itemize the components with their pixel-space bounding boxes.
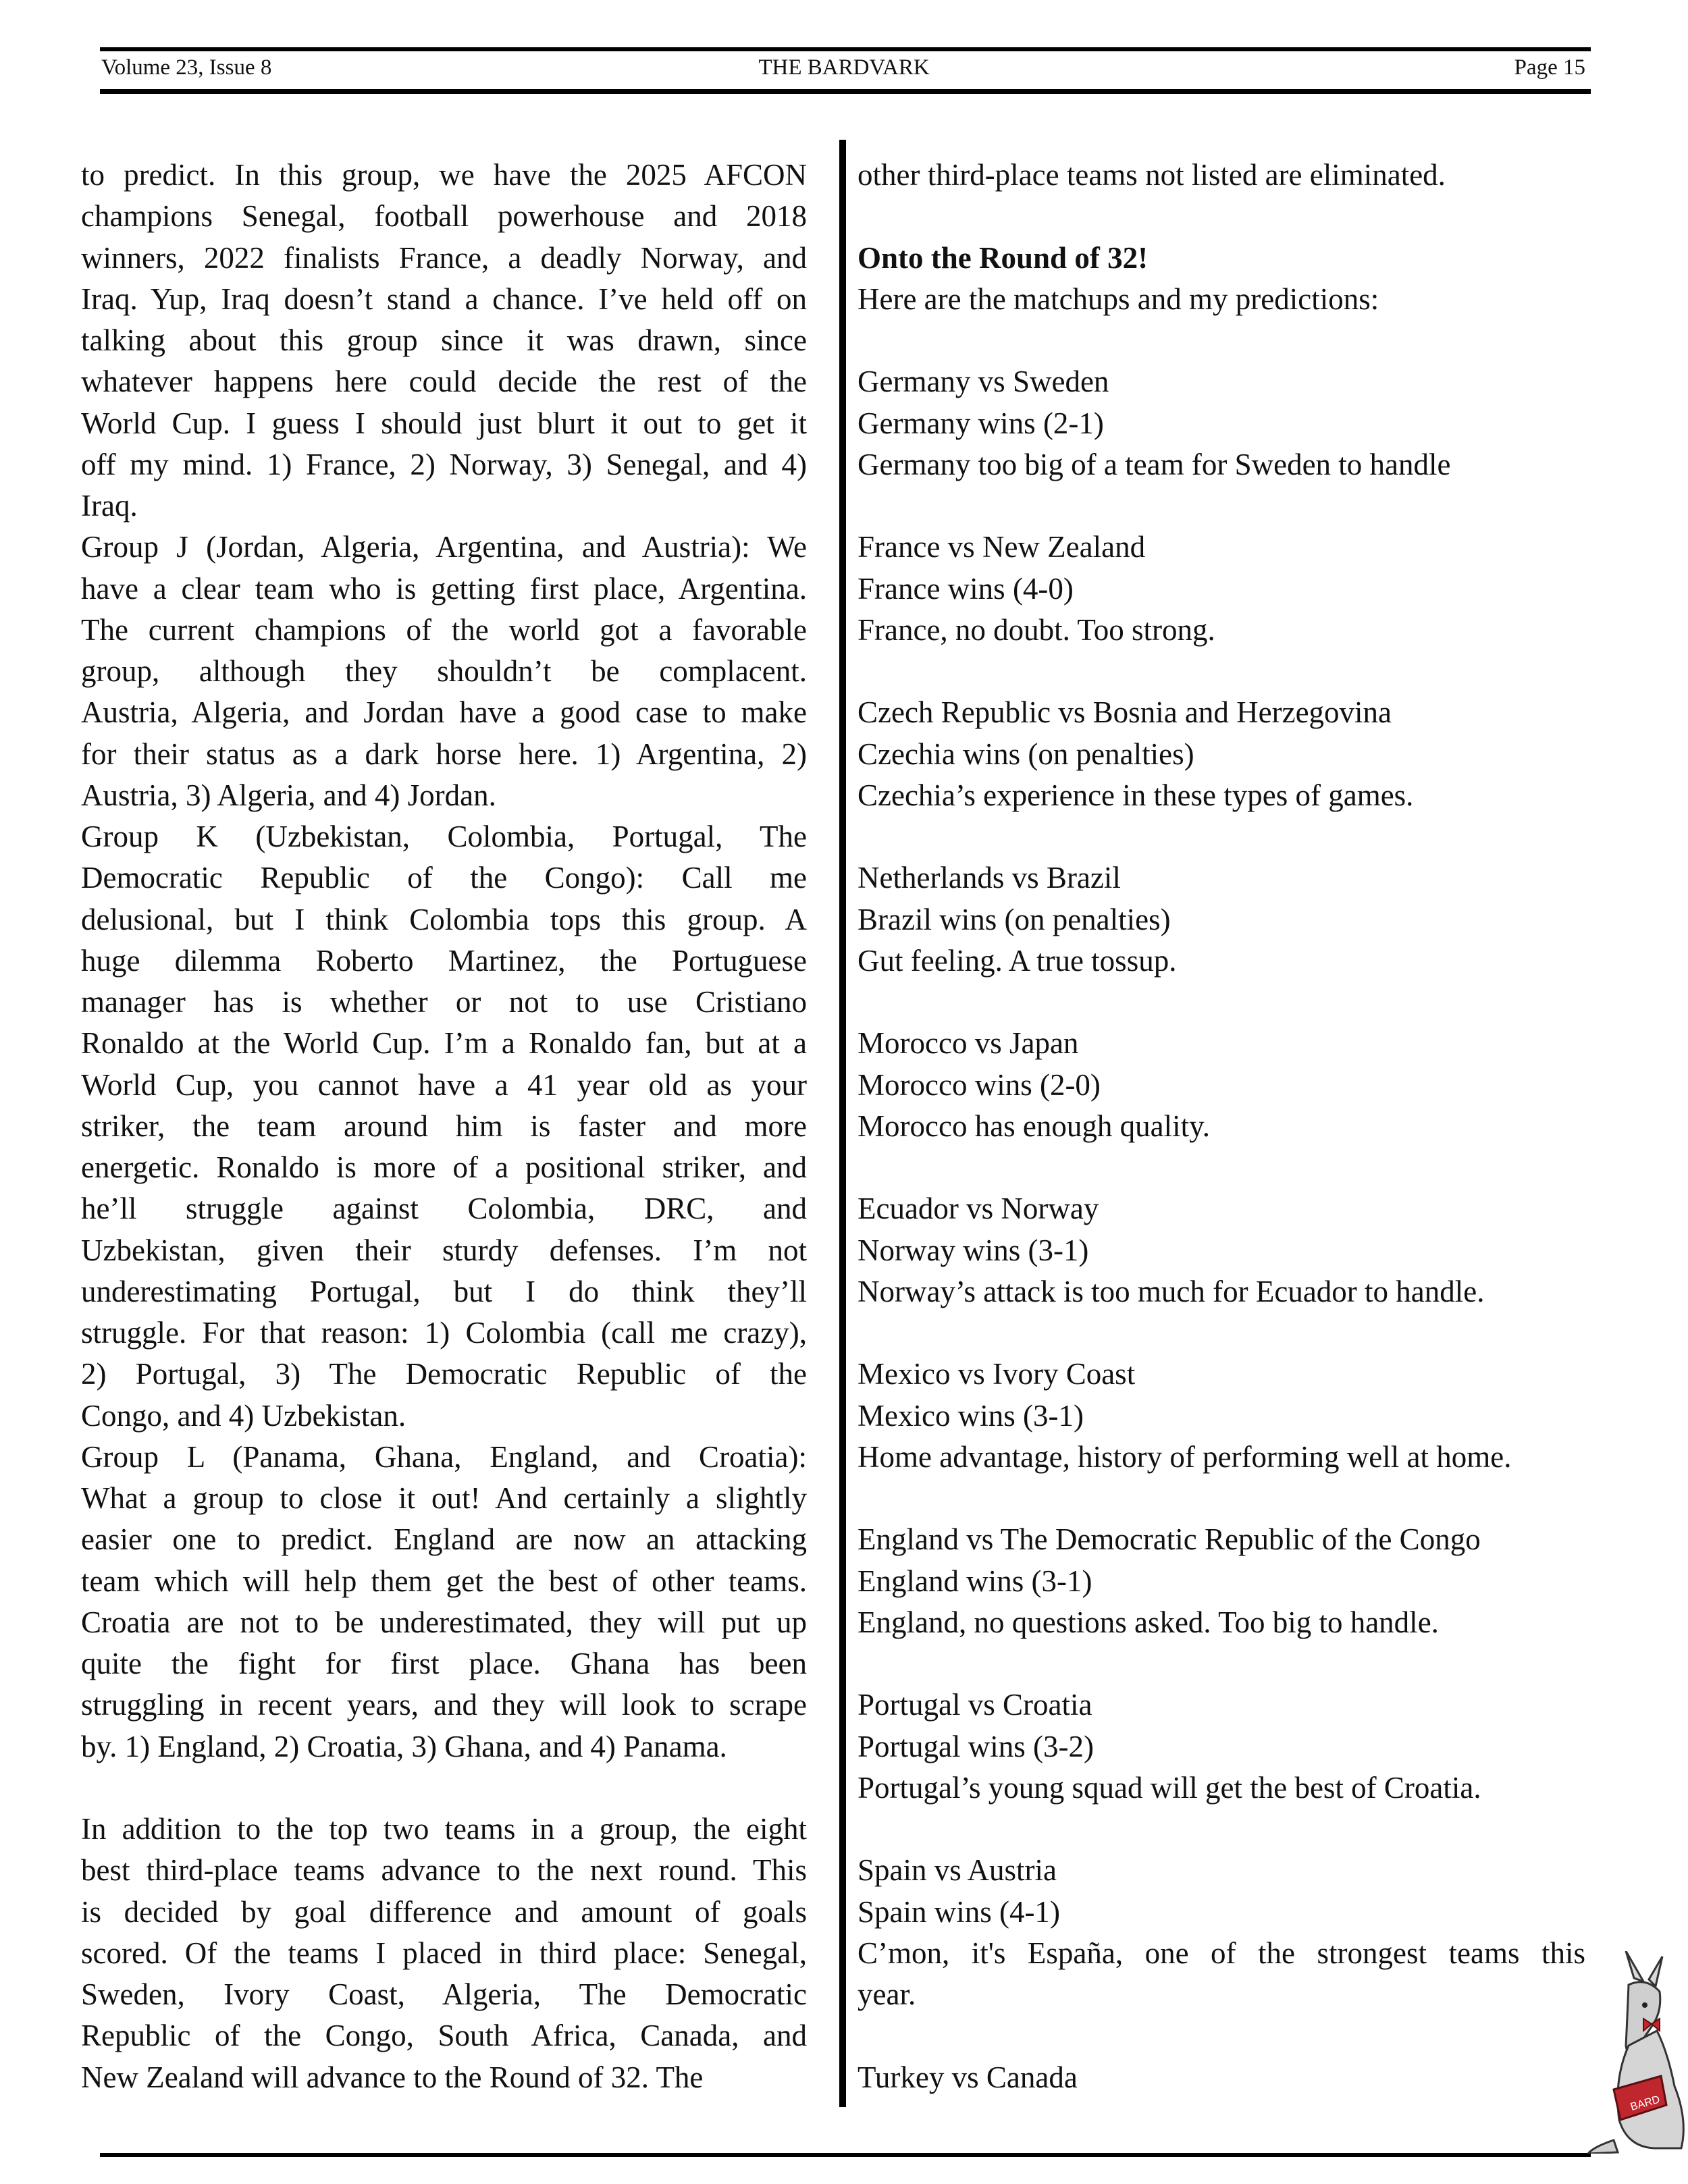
aardvark-mascot-icon: [1587, 1951, 1688, 2154]
text-line: energetic. Ronaldo is more of a positional striker, and: [81, 1150, 807, 1184]
matchup-title: Netherlands vs Brazil: [858, 861, 1121, 895]
matchup-reason: Czechia’s experience in these types of games.: [858, 778, 1414, 812]
matchup-title: Germany vs Sweden: [858, 365, 1109, 399]
text-line: World Cup, you cannot have a 41 year old as your: [81, 1067, 807, 1102]
matchup-block: [858, 1188, 1585, 1312]
matchup-title: France vs New Zealand: [858, 530, 1146, 564]
text-line: Democratic Republic of the Congo): Call me: [81, 861, 807, 895]
text-line: quite the fight for first place. Ghana has been: [81, 1647, 807, 1680]
text-line: to predict. In this group, we have the 2025 AFCON: [81, 158, 807, 192]
matchup-reason: Gut feeling. A true tossup.: [858, 943, 1177, 978]
text-line: struggling in recent years, and they will look to scrape: [81, 1688, 807, 1722]
matchup-reason: France, no doubt. Too strong.: [858, 612, 1215, 647]
text-line: Republic of the Congo, South Africa, Canada, and: [81, 2019, 807, 2053]
text-line: underestimating Portugal, but I do think they’ll: [81, 1274, 807, 1308]
matchup-block: [858, 692, 1585, 816]
text-line: Croatia are not to be underestimated, they will put up: [81, 1605, 807, 1639]
matchup-reason: England, no questions asked. Too big to handle.: [858, 1605, 1439, 1639]
matchup-reason: year.: [858, 1977, 916, 2011]
matchup-block: [858, 361, 1585, 485]
text-line: group, although they shouldn’t be complacent.: [81, 654, 807, 688]
matchup-title: Czech Republic vs Bosnia and Herzegovina: [858, 695, 1392, 730]
text-line: easier one to predict. England are now an attacking: [81, 1522, 807, 1557]
paragraph: [81, 816, 807, 1437]
text-line: World Cup. I guess I should just blurt it out to get it: [81, 406, 807, 440]
text-line: Group J (Jordan, Algeria, Argentina, and Austria): We: [81, 530, 807, 564]
matchup-block: [858, 1023, 1585, 1147]
matchup-block: [858, 1850, 1585, 2015]
text-line: for their status as a dark horse here. 1) Argentina, 2): [81, 737, 807, 771]
text-line: champions Senegal, football powerhouse and 2018: [81, 199, 807, 234]
text-line: scored. Of the teams I placed in third place: Senegal,: [81, 1936, 807, 1970]
text-line: 2) Portugal, 3) The Democratic Republic of the: [81, 1357, 807, 1391]
header-top-rule: [100, 47, 1591, 51]
matchup-prediction: Czechia wins (on penalties): [858, 737, 1194, 771]
text-line: off my mind. 1) France, 2) Norway, 3) Senegal, and 4): [81, 447, 807, 481]
matchup-reason: C’mon, it's España, one of the strongest teams this: [858, 1936, 1585, 1970]
section-heading: Onto the Round of 32!: [858, 240, 1149, 275]
text-line: In addition to the top two teams in a group, the eight: [81, 1812, 807, 1846]
text-line: team which will help them get the best of other teams.: [81, 1564, 807, 1598]
matchup-prediction: Norway wins (3-1): [858, 1233, 1089, 1267]
matchup-prediction: Morocco wins (2-0): [858, 1067, 1101, 1102]
paragraph: [81, 155, 807, 527]
matchup-title: Spain vs Austria: [858, 1853, 1057, 1888]
text-line: struggle. For that reason: 1) Colombia (call me crazy),: [81, 1316, 807, 1350]
matchup-reason: Portugal’s young squad will get the best of Croatia.: [858, 1770, 1481, 1805]
matchup-title: Morocco vs Japan: [858, 1026, 1079, 1061]
text-line: The current champions of the world got a favorable: [81, 612, 807, 647]
text-line: Sweden, Ivory Coast, Algeria, The Democratic: [81, 1977, 807, 2011]
text-line: whatever happens here could decide the rest of the: [81, 365, 807, 399]
matchup-block: [858, 1684, 1585, 1809]
text-line: Uzbekistan, given their sturdy defenses. I’m not: [81, 1233, 807, 1267]
text-line: Austria, Algeria, and Jordan have a good case to make: [81, 695, 807, 730]
left-column: [81, 155, 807, 2098]
volume-issue: Volume 23, Issue 8: [101, 55, 272, 80]
text-line: best third-place teams advance to the next round. This: [81, 1853, 807, 1888]
matchup-prediction: Spain wins (4-1): [858, 1894, 1060, 1929]
text-line: Group L (Panama, Ghana, England, and Croatia):: [81, 1439, 807, 1474]
section-subheading: Here are the matchups and my predictions:: [858, 282, 1379, 316]
page-number: Page 15: [1514, 55, 1585, 80]
matchup-title: Portugal vs Croatia: [858, 1688, 1092, 1722]
paragraph: [81, 527, 807, 816]
matchup-block: [858, 1354, 1585, 1478]
text-line: manager has is whether or not to use Cristiano: [81, 985, 807, 1019]
matchup-prediction: England wins (3-1): [858, 1564, 1092, 1598]
text-line: is decided by goal difference and amount of goals: [81, 1894, 807, 1929]
masthead-title: THE BARDVARK: [758, 55, 930, 80]
text-line: winners, 2022 finalists France, a deadly Norway, and: [81, 240, 807, 275]
matchup-list: [858, 320, 1585, 2098]
text-line: Group K (Uzbekistan, Colombia, Portugal, The: [81, 820, 807, 853]
matchup-title: Mexico vs Ivory Coast: [858, 1357, 1136, 1391]
text-line: New Zealand will advance to the Round of 32. The: [81, 2060, 704, 2094]
right-column: [858, 155, 1585, 2098]
matchup-prediction: Germany wins (2-1): [858, 406, 1104, 440]
text-line: Austria, 3) Algeria, and 4) Jordan.: [81, 778, 496, 812]
matchup-prediction: Portugal wins (3-2): [858, 1729, 1094, 1763]
matchup-reason: Morocco has enough quality.: [858, 1109, 1210, 1143]
text-line: delusional, but I think Colombia tops this group. A: [81, 902, 807, 936]
text-line: Iraq.: [81, 489, 138, 523]
text-line: have a clear team who is getting first place, Argentina.: [81, 571, 807, 606]
matchup-reason: Norway’s attack is too much for Ecuador to handle.: [858, 1274, 1485, 1308]
intro-line: other third-place teams not listed are eliminated.: [858, 158, 1446, 192]
matchup-block: [858, 527, 1585, 651]
matchup-title: Turkey vs Canada: [858, 2060, 1078, 2094]
paragraph: [81, 1809, 807, 2098]
matchup-block: [858, 1519, 1585, 1643]
mascot-badge: BARD: [1629, 2094, 1662, 2113]
text-line: he’ll struggle against Colombia, DRC, and: [81, 1192, 807, 1226]
paragraph: [81, 1437, 807, 1767]
text-line: Iraq. Yup, Iraq doesn’t stand a chance. I’ve held off on: [81, 282, 807, 316]
matchup-title: Ecuador vs Norway: [858, 1192, 1099, 1226]
text-line: by. 1) England, 2) Croatia, 3) Ghana, and 4) Panama.: [81, 1729, 727, 1763]
text-line: talking about this group since it was drawn, since: [81, 323, 807, 357]
column-divider: [839, 140, 846, 2107]
text-line: What a group to close it out! And certainly a slightly: [81, 1481, 807, 1515]
matchup-block: [858, 2057, 1585, 2098]
text-line: huge dilemma Roberto Martinez, the Portuguese: [81, 943, 807, 978]
matchup-prediction: Brazil wins (on penalties): [858, 902, 1171, 936]
matchup-prediction: Mexico wins (3-1): [858, 1398, 1084, 1433]
header-bottom-rule: [100, 89, 1591, 94]
text-line: Ronaldo at the World Cup. I’m a Ronaldo fan, but at a: [81, 1026, 807, 1061]
matchup-block: [858, 857, 1585, 982]
text-line: Congo, and 4) Uzbekistan.: [81, 1398, 406, 1433]
matchup-prediction: France wins (4-0): [858, 571, 1074, 606]
matchup-title: England vs The Democratic Republic of the Congo: [858, 1522, 1481, 1557]
footer-rule: [100, 2153, 1591, 2157]
matchup-reason: Home advantage, history of performing well at home.: [858, 1439, 1512, 1474]
text-line: striker, the team around him is faster and more: [81, 1109, 807, 1143]
matchup-reason: Germany too big of a team for Sweden to handle: [858, 447, 1451, 481]
